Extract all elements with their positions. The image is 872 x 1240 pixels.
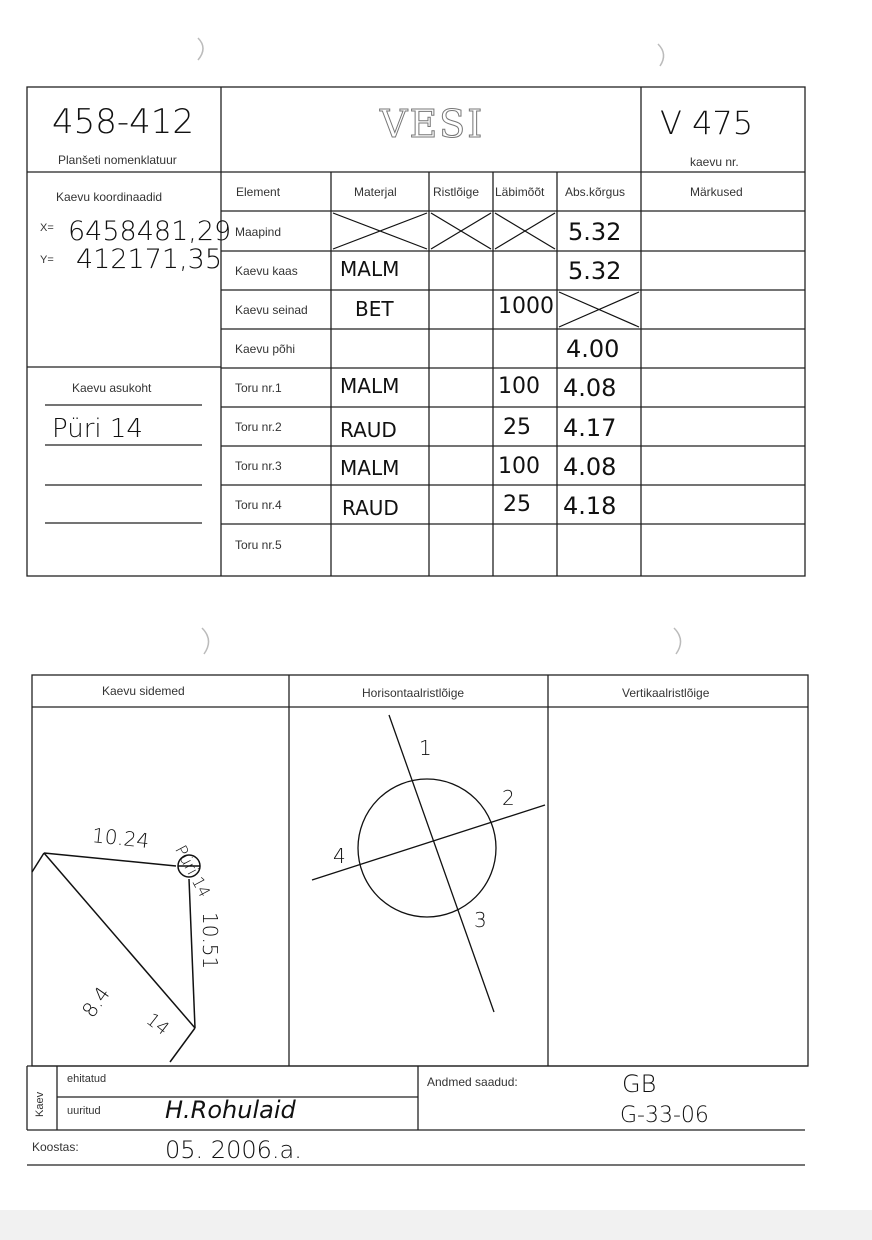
row-height: 4.18 bbox=[563, 492, 617, 520]
row-height: 5.32 bbox=[568, 218, 622, 246]
side-label: Kaev bbox=[34, 1091, 46, 1117]
y-label: Y= bbox=[40, 254, 54, 266]
row-material: RAUD bbox=[342, 496, 399, 520]
location-value: Püri 14 bbox=[52, 414, 143, 444]
row-height: 4.00 bbox=[566, 335, 620, 363]
scan-edge bbox=[0, 1210, 872, 1240]
row-material: MALM bbox=[340, 456, 400, 480]
built-label: ehitatud bbox=[67, 1073, 107, 1085]
nomenclature-label: Planšeti nomenklatuur bbox=[58, 153, 177, 167]
compiled-label: Koostas: bbox=[32, 1140, 79, 1154]
location-label: Kaevu asukoht bbox=[72, 381, 152, 395]
compiled-date: 05. 2006.a. bbox=[165, 1136, 302, 1164]
col-header-notes: Märkused bbox=[690, 185, 743, 199]
pipe-label-4: 4 bbox=[333, 844, 346, 868]
data-received-label: Andmed saadud: bbox=[427, 1075, 518, 1089]
punch-mark bbox=[674, 628, 681, 654]
well-ties-sketch bbox=[32, 853, 200, 1062]
row-height: 4.08 bbox=[563, 453, 617, 481]
pipe-label-3: 3 bbox=[474, 908, 487, 932]
pipe-label-1: 1 bbox=[419, 736, 432, 760]
row-element: Toru nr.3 bbox=[235, 459, 282, 473]
sketch-distance-right: 10.51 bbox=[198, 912, 222, 970]
row-element: Toru nr.4 bbox=[235, 498, 282, 512]
x-label: X= bbox=[40, 222, 54, 234]
col-header-height: Abs.kõrgus bbox=[565, 185, 626, 199]
col-header-material: Materjal bbox=[354, 185, 397, 199]
row-height: 4.08 bbox=[563, 374, 617, 402]
data-received-value-1: GB bbox=[622, 1070, 657, 1098]
row-element: Toru nr.2 bbox=[235, 420, 282, 434]
col-header-diameter: Läbimõõt bbox=[495, 185, 545, 199]
row-diameter: 100 bbox=[498, 374, 540, 399]
y-coordinate: 412171,35 bbox=[76, 244, 223, 275]
row-element: Kaevu kaas bbox=[235, 264, 298, 278]
surveyed-label: uuritud bbox=[67, 1105, 101, 1117]
col-header-element: Element bbox=[236, 185, 281, 199]
well-number-value: V 475 bbox=[660, 104, 754, 142]
nomenclature-value: 458-412 bbox=[52, 102, 195, 142]
sketch-street-label: Püri 14 bbox=[171, 842, 215, 901]
sketch-distance-top: 10.24 bbox=[90, 823, 151, 853]
punch-mark bbox=[198, 38, 203, 60]
sketch-house-number: 14 bbox=[141, 1009, 173, 1040]
col-header-vertical: Vertikaalristlõige bbox=[622, 686, 710, 700]
col-header-well-ties: Kaevu sidemed bbox=[102, 684, 185, 698]
row-material: MALM bbox=[340, 257, 400, 281]
row-height: 4.17 bbox=[563, 414, 617, 442]
punch-mark bbox=[202, 628, 209, 654]
row-element: Maapind bbox=[235, 225, 282, 239]
row-height: 5.32 bbox=[568, 257, 622, 285]
pipe-label-2: 2 bbox=[502, 786, 515, 810]
row-diameter: 1000 bbox=[498, 294, 554, 319]
col-header-cross-section: Ristlõige bbox=[433, 185, 480, 199]
bottom-form-grid bbox=[27, 675, 808, 1165]
form-title: VESI bbox=[380, 102, 485, 146]
row-element: Toru nr.5 bbox=[235, 538, 282, 552]
row-diameter: 100 bbox=[498, 454, 540, 479]
x-coordinate: 6458481,29 bbox=[68, 216, 232, 247]
row-element: Kaevu seinad bbox=[235, 303, 308, 317]
punch-mark bbox=[658, 44, 664, 66]
row-diameter: 25 bbox=[503, 415, 531, 440]
coordinates-label: Kaevu koordinaadid bbox=[56, 190, 163, 204]
row-material: MALM bbox=[340, 374, 400, 398]
sketch-distance-diagonal: 8.4 bbox=[76, 982, 115, 1022]
well-number-label: kaevu nr. bbox=[690, 155, 739, 169]
row-element: Toru nr.1 bbox=[235, 381, 282, 395]
surveyed-by: H.Rohulaid bbox=[165, 1096, 296, 1124]
row-material: BET bbox=[355, 297, 394, 321]
row-diameter: 25 bbox=[503, 492, 531, 517]
col-header-horizontal: Horisontaalristlõige bbox=[362, 686, 465, 700]
row-material: RAUD bbox=[340, 418, 397, 442]
data-received-value-2: G-33-06 bbox=[620, 1103, 709, 1128]
row-element: Kaevu põhi bbox=[235, 342, 296, 356]
